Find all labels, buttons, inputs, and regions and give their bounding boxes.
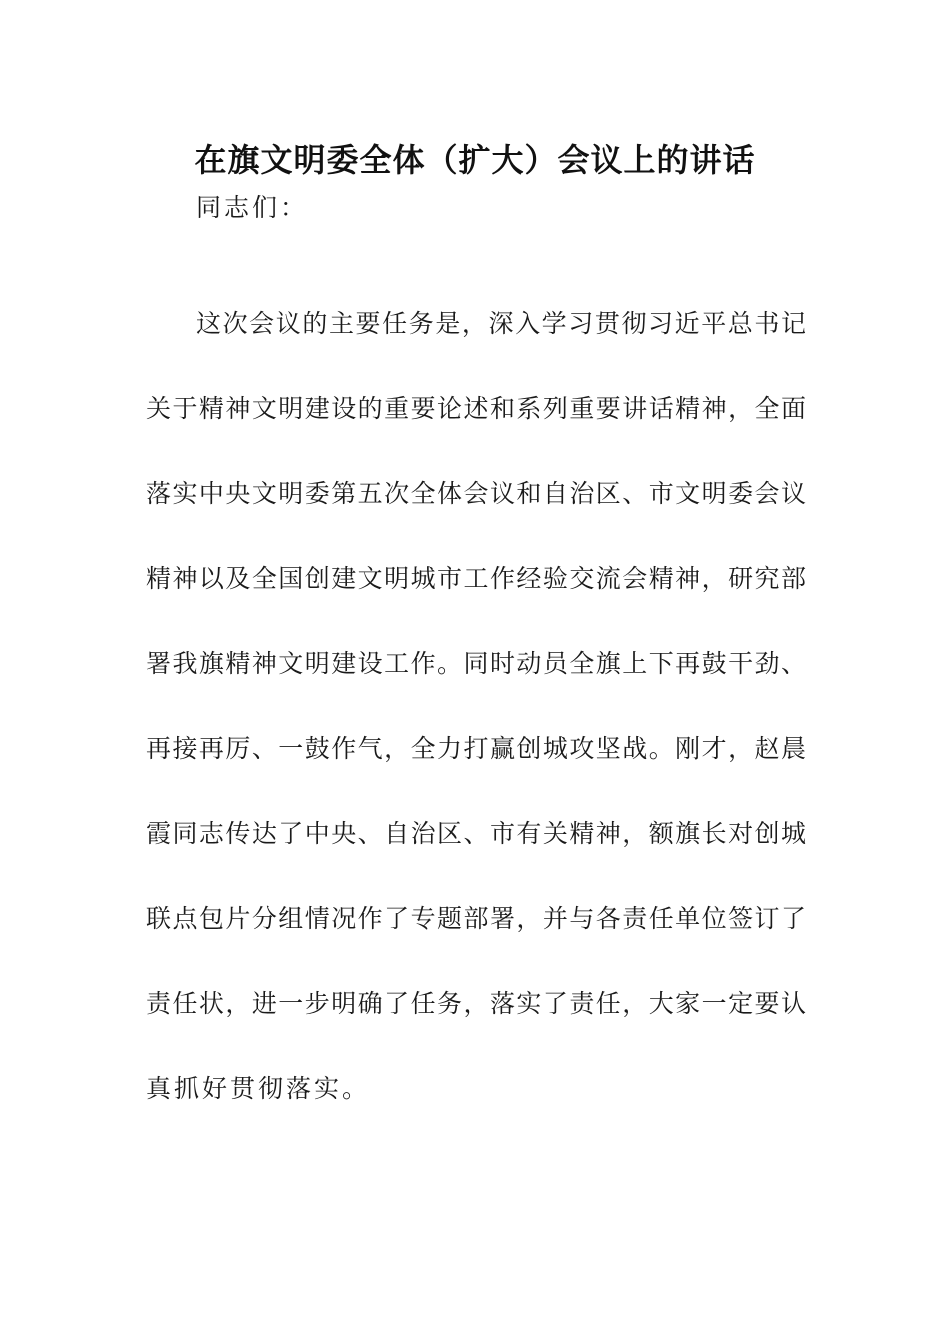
paragraph-line: 联点包片分组情况作了专题部署，并与各责任单位签订了: [146, 904, 806, 933]
paragraph-line: 真抓好贯彻落实。: [146, 1074, 371, 1103]
paragraph-line: 责任状，进一步明确了任务，落实了责任，大家一定要认: [146, 989, 806, 1018]
paragraph-line: 落实中央文明委第五次全体会议和自治区、市文明委会议: [146, 479, 806, 508]
paragraph-line: 霞同志传达了中央、自治区、市有关精神，额旗长对创城: [146, 819, 806, 848]
paragraph-line: 署我旗精神文明建设工作。同时动员全旗上下再鼓干劲、: [146, 649, 806, 678]
salutation: 同志们：: [196, 193, 309, 222]
document-title: 在旗文明委全体（扩大）会议上的讲话: [194, 141, 756, 179]
paragraph-line: 精神以及全国创建文明城市工作经验交流会精神，研究部: [146, 564, 806, 593]
paragraph-line: 再接再厉、一鼓作气，全力打赢创城攻坚战。刚才，赵晨: [146, 734, 806, 763]
paragraph-line: 这次会议的主要任务是，深入学习贯彻习近平总书记: [196, 309, 806, 338]
paragraph-line: 关于精神文明建设的重要论述和系列重要讲话精神，全面: [146, 394, 806, 423]
